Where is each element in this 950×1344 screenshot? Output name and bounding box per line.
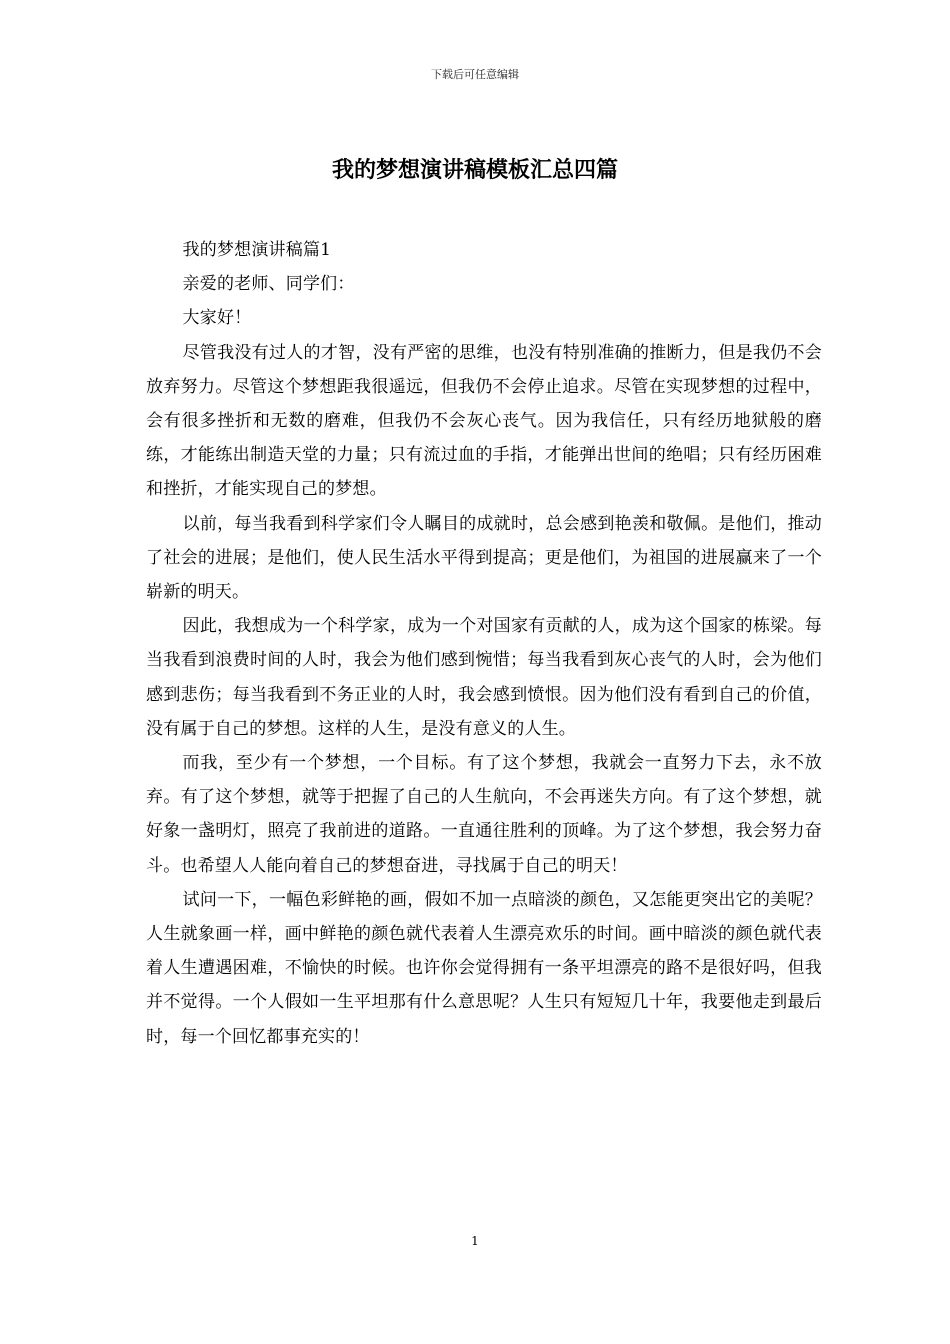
body-paragraph: 而我，至少有一个梦想，一个目标。有了这个梦想，我就会一直努力下去，永不放弃。有了这个梦想，就等于把握了自己的人生航向，不会再迷失方向。有了这个梦想，就好象一盏明灯，照亮了我前进的道路。一直通往胜利的顶峰。为了这个梦想，我会努力奋斗。也希望人人能向着自己的梦想奋进，寻找属于自己的明天！ — [146, 753, 822, 876]
greeting: 大家好！ — [182, 308, 252, 329]
salutation: 亲爱的老师、同学们： — [182, 274, 355, 295]
body-paragraph: 试问一下，一幅色彩鲜艳的画，假如不加一点暗淡的颜色，又怎能更突出它的美呢？人生就象画一样，画中鲜艳的颜色就代表着人生漂亮欢乐的时间。画中暗淡的颜色就代表着人生遭遇困难，不愉快的时候。也许你会觉得拥有一条平坦漂亮的路不是很好吗，但我并不觉得。一个人假如一生平坦那有什么意思呢？人生只有短短几十年，我要他走到最后时，每一个回忆都事充实的！ — [146, 889, 822, 1047]
section-heading: 我的梦想演讲稿篇1 — [182, 240, 332, 260]
document-body — [146, 233, 822, 1054]
document-title: 我的梦想演讲稿模板汇总四篇 — [331, 157, 618, 183]
body-paragraph: 因此，我想成为一个科学家，成为一个对国家有贡献的人，成为这个国家的栋梁。每当我看到浪费时间的人时，我会为他们感到惋惜；每当我看到灰心丧气的人时，会为他们感到悲伤；每当我看到不务正业的人时，我会感到愤恨。因为他们没有看到自己的价值，没有属于自己的梦想。这样的人生，是没有意义的人生。 — [146, 616, 822, 739]
header-note: 下载后可任意编辑 — [431, 68, 519, 81]
page-number: 1 — [471, 1234, 479, 1248]
body-paragraph: 以前，每当我看到科学家们令人瞩目的成就时，总会感到艳羡和敬佩。是他们，推动了社会的进展；是他们，使人民生活水平得到提高；更是他们，为祖国的进展赢来了一个崭新的明天。 — [146, 513, 822, 603]
body-paragraph: 尽管我没有过人的才智，没有严密的思维，也没有特别准确的推断力，但是我仍不会放弃努力。尽管这个梦想距我很遥远，但我仍不会停止追求。尽管在实现梦想的过程中，会有很多挫折和无数的磨难，但我仍不会灰心丧气。因为我信任，只有经历地狱般的磨练，才能练出制造天堂的力量；只有流过血的手指，才能弹出世间的绝唱；只有经历困难和挫折，才能实现自己的梦想。 — [146, 342, 822, 500]
